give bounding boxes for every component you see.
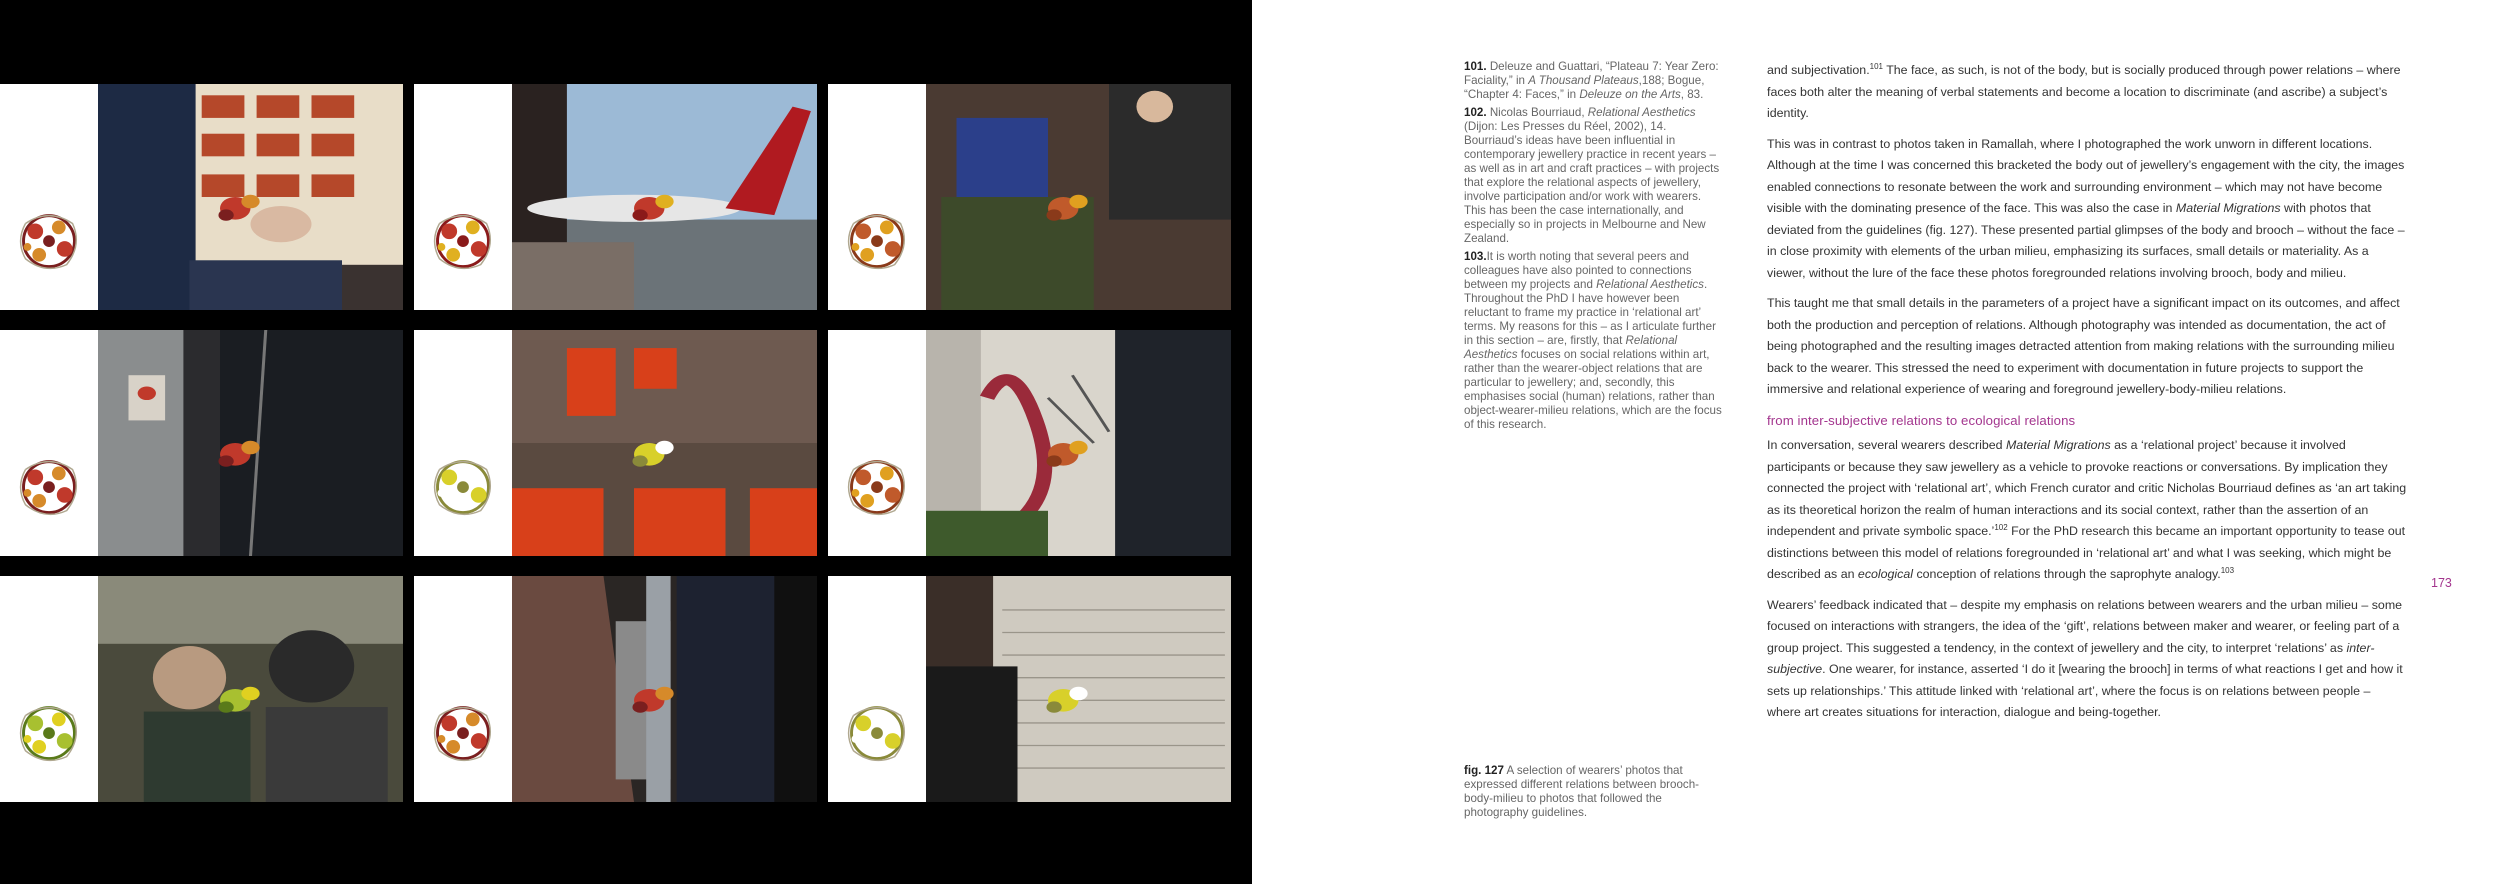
photo-cell bbox=[414, 330, 817, 556]
brooch-icon bbox=[828, 576, 926, 802]
wearer-photo bbox=[98, 330, 403, 556]
photo-cell bbox=[0, 330, 403, 556]
photo-cell bbox=[0, 84, 403, 310]
photo-scene bbox=[512, 576, 817, 802]
brooch-icon bbox=[414, 84, 512, 310]
footnotes bbox=[1464, 60, 1726, 436]
wearer-photo bbox=[98, 84, 403, 310]
brooch-thumbnail bbox=[0, 84, 98, 310]
footnote bbox=[1464, 106, 1726, 246]
figure-caption-text: A selection of wearers’ photos that expressed different relations between brooch-body-milieu to photos that followed the photography guidelines. bbox=[1464, 764, 1700, 819]
photo-cell bbox=[828, 84, 1231, 310]
wearer-photo bbox=[512, 330, 817, 556]
paragraph: and subjectivation.$^{101}$ The face, as such, is not of the body, but is socially produced through power relations – where faces both alter the meaning of verbal statements and become a location to discriminate (and ascribe) a subject’s identity. bbox=[1767, 61, 2401, 120]
paragraph: In conversation, several wearers described Material Migrations as a ‘relational project’ because it involved participants or because they saw jewellery as a vehicle to provoke reactions or conversations. By implication they connected the project with ‘relational art’, which French curator and critic Nicholas Bourriaud defines as ‘an art taking as its theoretical horizon the realm of human interactions and its social context, rather than the assertion of an independent and private symbolic space.’$^{102}$ For the PhD research this became an important opportunity to tease out distinctions between this model of relations foregrounded in ‘relational art’ and what I was seeking, which might be described as an ecological conception of relations through the saprophyte analogy.$^{103}$ bbox=[1767, 438, 2407, 581]
photo-scene bbox=[98, 576, 403, 802]
brooch-icon bbox=[414, 330, 512, 556]
photo-scene bbox=[98, 84, 403, 310]
brooch-thumbnail bbox=[0, 576, 98, 802]
photo-scene bbox=[512, 84, 817, 310]
wearer-photo bbox=[512, 84, 817, 310]
brooch-thumbnail bbox=[414, 576, 512, 802]
body-text bbox=[1767, 60, 2407, 733]
brooch-thumbnail bbox=[414, 84, 512, 310]
section-subheading: from inter-subjective relations to ecological relations bbox=[1767, 412, 2076, 428]
brooch-icon bbox=[828, 330, 926, 556]
brooch-icon bbox=[828, 84, 926, 310]
brooch-icon bbox=[0, 84, 98, 310]
wearer-photo bbox=[926, 576, 1231, 802]
photo-cell bbox=[414, 576, 817, 802]
footnote-text: It is worth noting that several peers and colleagues have also pointed to connections between my projects and Relational Aesthetics. Throughout the PhD I have however been reluctant to frame my practice in ‘relational art’ terms. My reasons for this – as I articulate further in this section – are, firstly, that Relational Aesthetics focuses on social relations within art, rather than the wearer-object relations that are particular to jewellery; and, secondly, this emphasises social (human) relations, rather than object-wearer-milieu relations, which are the focus of this research. bbox=[1464, 250, 1722, 431]
photo-cell bbox=[0, 576, 403, 802]
page-number: 173 bbox=[2431, 576, 2452, 590]
photo-cell bbox=[414, 84, 817, 310]
photo-scene bbox=[98, 330, 403, 556]
photo-cell bbox=[828, 576, 1231, 802]
wearer-photo bbox=[926, 84, 1231, 310]
paragraph: Wearers’ feedback indicated that – despite my emphasis on relations between wearers and the urban milieu – some focused on interactions with strangers, the idea of the ‘gift’, relations between maker and wearer, or feeling part of a group project. This suggested a tendency, in the context of jewellery and the city, to interpret ‘relations’ as inter-subjective. One wearer, for instance, asserted ‘I do it [wearing the brooch] in terms of what reactions I get and how it sets up relationships.’ This attitude linked with ‘relational art’, where the focus is on relations between people – where art creates situations for interaction, dialogue and being-together. bbox=[1767, 597, 2403, 719]
footnote bbox=[1464, 60, 1726, 102]
brooch-thumbnail bbox=[828, 84, 926, 310]
paragraph: This was in contrast to photos taken in Ramallah, where I photographed the work unworn in different locations. Although at the time I was concerned this bracketed the body out of jewellery’s engagement with the city, the images enabled connections to resonate between the work and surrounding environment – which may not have become visible with the dominating presence of the face. This was also the case in Material Migrations with photos that deviated from the guidelines (fig. 127). These presented partial glimpses of the body and brooch – without the face – in close proximity with elements of the urban milieu, emphasizing its surfaces, small details or materiality. As a viewer, without the lure of the face these photos foregrounded relations involving brooch, body and milieu. bbox=[1767, 136, 2405, 280]
figure-label: fig. 127 bbox=[1464, 764, 1504, 777]
brooch-thumbnail bbox=[828, 330, 926, 556]
photo-scene bbox=[926, 84, 1231, 310]
brooch-icon bbox=[0, 576, 98, 802]
footnote-text: Deleuze and Guattari, “Plateau 7: Year Zero: Faciality,” in A Thousand Plateaus,188; Bogue, “Chapter 4: Faces,” in Deleuze on the Arts, 83. bbox=[1464, 60, 1719, 101]
footnote-text: Nicolas Bourriaud, Relational Aesthetics (Dijon: Les Presses du Réel, 2002), 14. Bourriaud’s ideas have been influential in contemporary jewellery practice in recent years – as well as in art and craft practices – with projects that explore the relational aspects of jewellery, involve participation and/or work with wearers. This has been the case internationally, and especially so in projects in Melbourne and New Zealand. bbox=[1464, 106, 1720, 245]
photo-scene bbox=[926, 576, 1231, 802]
footnote-number: 103. bbox=[1464, 250, 1487, 263]
brooch-thumbnail bbox=[0, 330, 98, 556]
wearer-photo bbox=[926, 330, 1231, 556]
brooch-icon bbox=[0, 330, 98, 556]
photo-scene bbox=[926, 330, 1231, 556]
wearer-photo bbox=[98, 576, 403, 802]
footnote bbox=[1464, 250, 1726, 432]
paragraph: This taught me that small details in the parameters of a project have a significant impact on its outcomes, and affect both the production and perception of relations. Although photography was intended as documentation, the act of being photographed and the resulting images detracted attention from making relations with the surrounding milieu back to the wearer. This stressed the need to experiment with documentation in future projects to support the immersive and relational experience of wearing and foreground jewellery-body-milieu relations. bbox=[1767, 296, 2400, 396]
brooch-thumbnail bbox=[414, 330, 512, 556]
footnote-number: 102. bbox=[1464, 106, 1487, 119]
footnote-number: 101. bbox=[1464, 60, 1487, 73]
wearer-photo bbox=[512, 576, 817, 802]
photo-cell bbox=[828, 330, 1231, 556]
brooch-icon bbox=[414, 576, 512, 802]
photo-scene bbox=[512, 330, 817, 556]
brooch-thumbnail bbox=[828, 576, 926, 802]
figure-caption bbox=[1464, 764, 1726, 820]
